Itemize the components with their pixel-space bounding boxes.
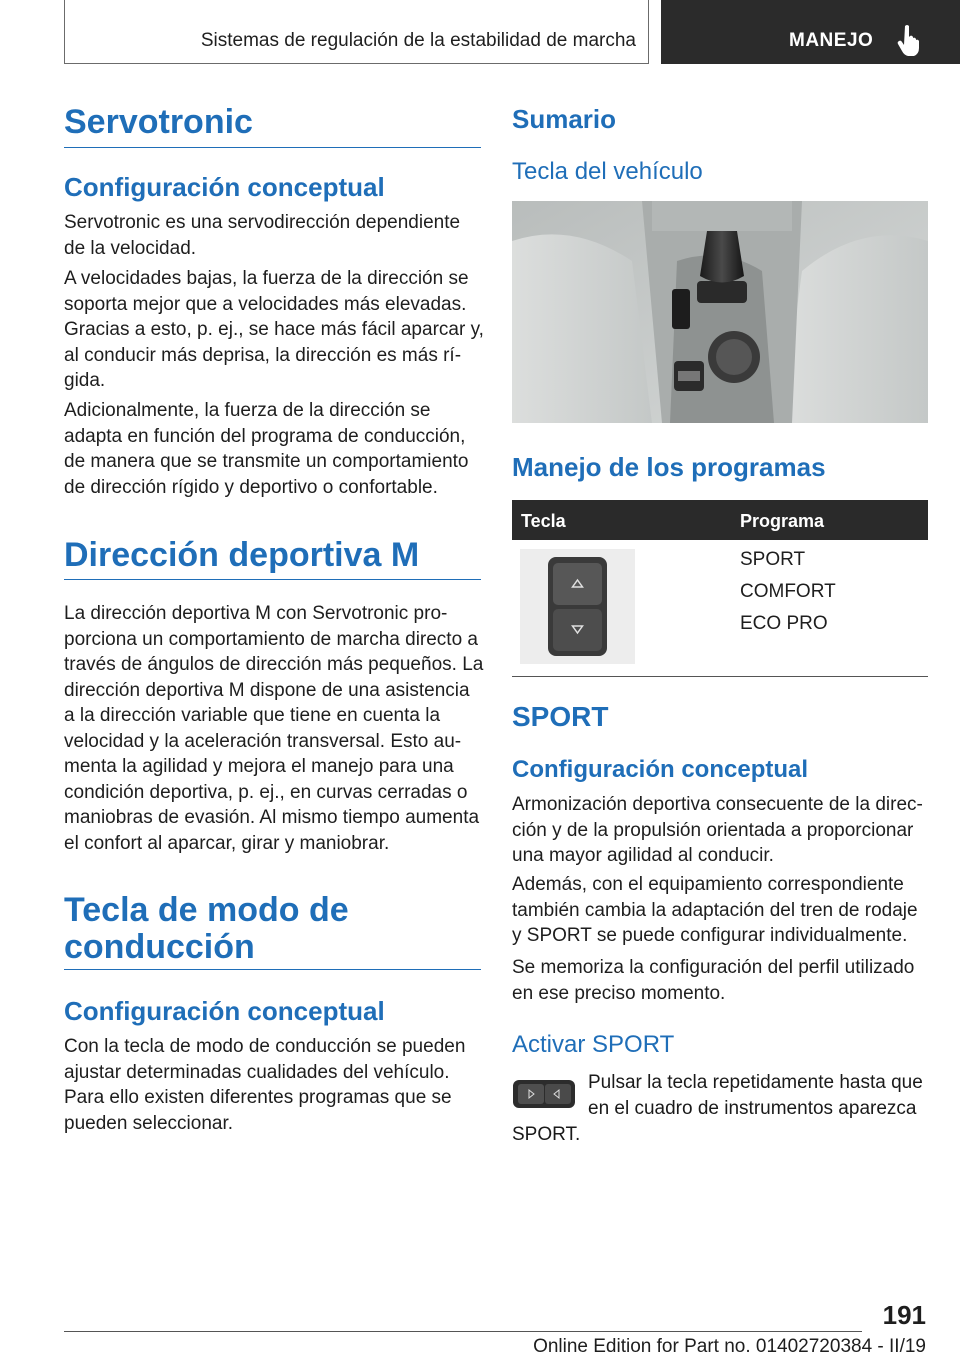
activar-text-line3: SPORT. [512,1124,581,1145]
pointing-hand-icon [897,24,923,56]
table-header-tecla: Tecla [521,511,566,531]
paragraph: Adicionalmente, la fuerza de la dirección se adapta en función del programa de conducción, de manera que se transmite un comportamiento de dirección rígido y deportivo o confortable. [64,400,469,498]
program-sport: SPORT [740,549,806,570]
footer-edition: Online Edition for Part no. 01402720384 - II/19 [533,1336,926,1357]
chapter-tab[interactable] [661,0,960,64]
heading-tecla-vehiculo: Tecla del vehículo [512,158,703,185]
paragraph: Armonización deportiva consecuente de la dirección y de la propulsión orientada a proporcionar una mayor agilidad al conducir. [512,794,923,866]
paragraph: Con la tecla de modo de conducción se pueden ajustar determinadas cualidades del vehículo. Para ello existen diferentes programas que se pueden seleccionar. [64,1036,466,1134]
heading-direccion-deportiva: Dirección deportiva M [64,536,420,574]
center-console-photo [512,201,928,423]
heading-activar-sport: Activar SPORT [512,1031,675,1058]
chapter-tab-label: MANEJO [789,30,874,51]
programs-table-header [512,500,928,540]
activar-text-line1: Pulsar la tecla repetidamente hasta que [588,1072,923,1093]
program-comfort: COMFORT [740,581,836,602]
paragraph: Servotronic es una servodirección dependiente de la velocidad. [64,212,461,259]
paragraph: A velocidades bajas, la fuerza de la dirección se soporta mejor que a velocidades más elevadas. Gracias a esto, p. ej., se hace más fácil aparcar y, al conducir más deprisa, la dirección es más rígida. [64,268,484,391]
heading-tecla-modo-line1: Tecla de modo de [64,891,349,929]
paragraph: Además, con el equipamiento correspondiente también cambia la adaptación del tren de rodaje y SPORT se puede configurar individualmente. [512,874,918,946]
footer-rule [64,1331,862,1332]
drive-mode-rocker-icon [520,549,635,664]
activar-text-line2: en el cuadro de instrumentos aparezca [588,1098,917,1119]
drive-mode-button-image [520,549,635,664]
drive-mode-switch-icon [512,1077,576,1111]
paragraph: La dirección deportiva M con Servotronic proporciona un comportamiento de marcha directo a través de ángulos de dirección más pequeños. La dirección deportiva M dispone de una asistencia a la dirección variable que tiene en cuenta la velocidad y la aceleración transversal. Esto aumenta la agilidad y mejora el manejo para una condición deportiva, p. ej., en curvas cerradas o maniobras de evasión. Al mismo tiempo aumenta el confort al aparcar, girar y maniobrar. [64,603,484,854]
heading-rule [64,147,481,148]
heading-config-sport: Configuración conceptual [512,756,809,783]
header-section-title: Sistemas de regulación de la estabilidad de marcha [200,30,636,51]
center-console-illustration [512,201,928,423]
heading-sumario: Sumario [512,104,617,134]
paragraph: Se memoriza la configuración del perfil utilizado en ese preciso momento. [512,957,915,1004]
heading-rule [64,579,481,580]
heading-tecla-modo-line2: conducción [64,928,255,966]
heading-sport: SPORT [512,701,609,732]
header-section-box [64,0,649,64]
heading-rule [64,969,481,970]
page-number: 191 [882,1300,926,1330]
heading-servotronic: Servotronic [64,103,253,141]
heading-config-servotronic: Configuración conceptual [64,172,385,202]
heading-manejo-programas: Manejo de los programas [512,452,826,482]
table-bottom-rule [512,676,928,677]
table-header-programa: Programa [740,511,825,531]
heading-config-tecla: Configuración conceptual [64,996,385,1026]
program-eco-pro: ECO PRO [740,613,828,634]
